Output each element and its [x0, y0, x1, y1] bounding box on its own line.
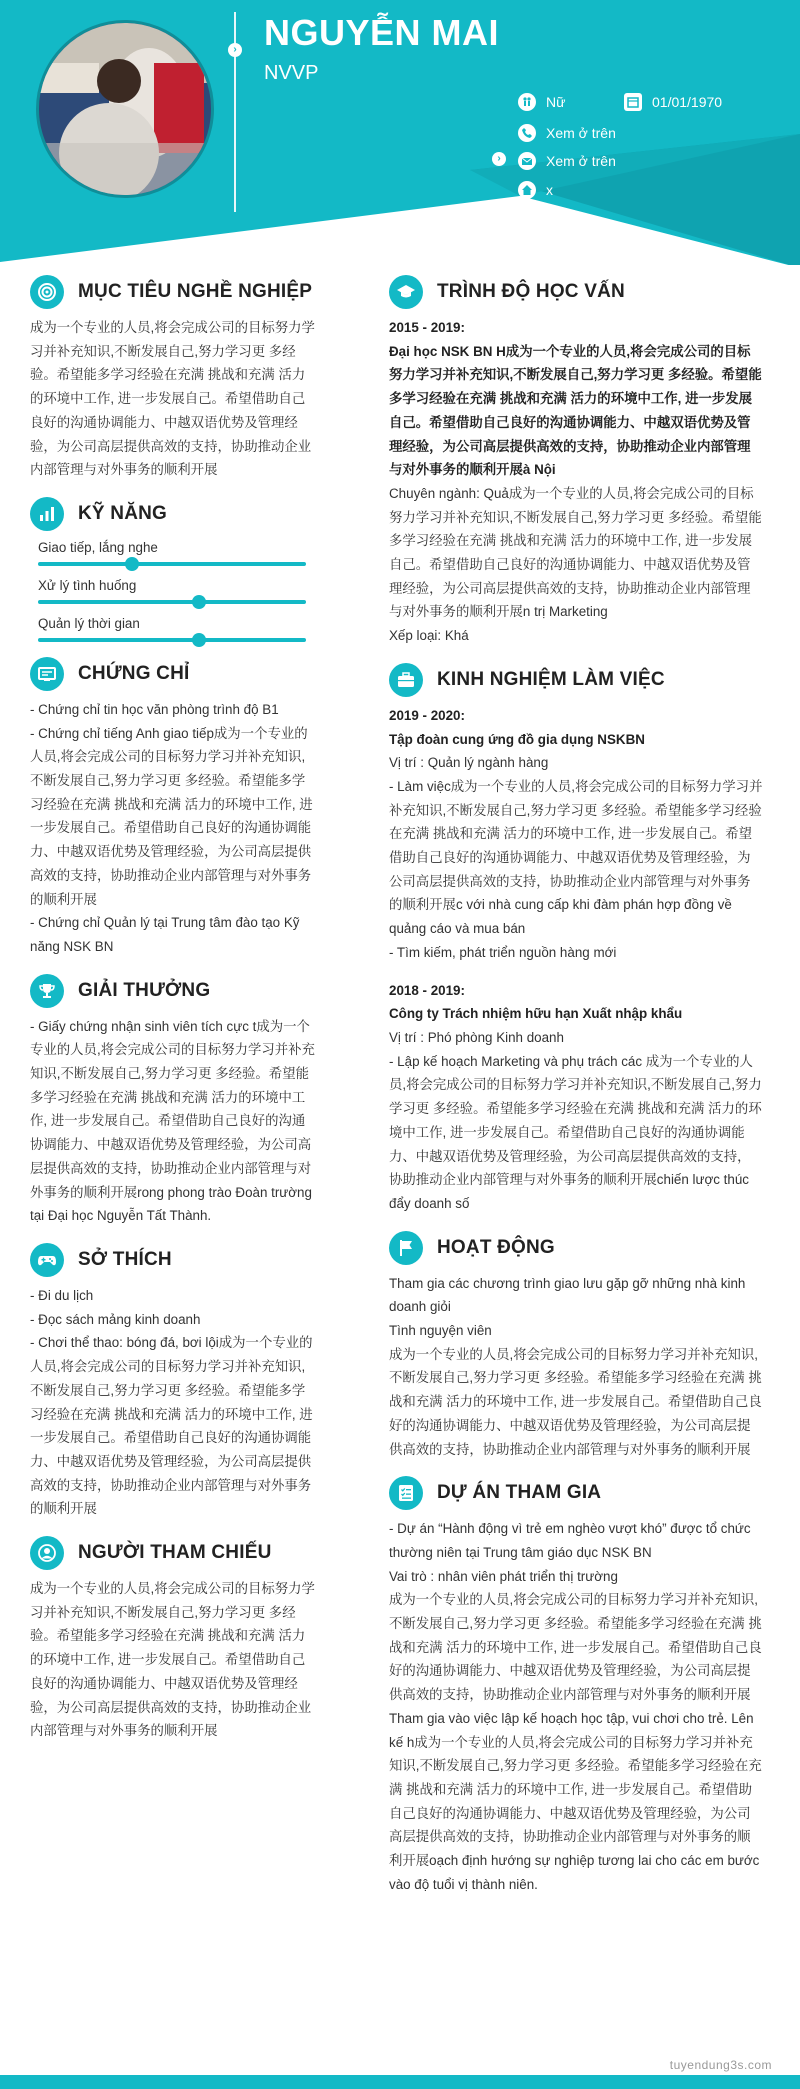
section-header	[389, 274, 763, 310]
calendar-icon	[624, 93, 642, 111]
email-item	[518, 152, 616, 170]
section-title: CHỨNG CHỈ	[78, 662, 190, 684]
job-role: Vị trí : Phó phòng Kinh doanh	[389, 1029, 564, 1045]
checklist-icon	[389, 1476, 423, 1510]
job-role: Vị trí : Quản lý ngành hàng	[389, 755, 549, 771]
job-period: 2019 - 2020:	[389, 707, 465, 723]
gender-icon	[518, 93, 536, 111]
job-entry	[389, 979, 763, 1216]
certificate-icon	[30, 657, 64, 691]
section-header	[389, 662, 763, 698]
section-header	[30, 656, 318, 692]
skill-name: Giao tiếp, lắng nghe	[38, 539, 158, 555]
job-description: - Tìm kiếm, phát triển nguồn hàng mới	[389, 944, 617, 960]
skill-bar	[38, 562, 306, 566]
job-company: Công ty Trách nhiệm hữu hạn Xuất nhập khẩu	[389, 1006, 683, 1022]
section-header	[30, 973, 318, 1009]
footer-bar	[0, 2075, 800, 2089]
header-divider	[234, 12, 236, 212]
section-title: MỤC TIÊU NGHỀ NGHIỆP	[78, 281, 313, 302]
candidate-name: NGUYỄN MAI	[264, 12, 500, 53]
hobby-line: - Đọc sách mảng kinh doanh	[30, 1311, 201, 1327]
section-title: KINH NGHIỆM LÀM VIỆC	[437, 668, 665, 690]
graduation-cap-icon	[389, 275, 423, 309]
email-icon	[518, 152, 536, 170]
education-grade: Xếp loại: Khá	[389, 628, 469, 644]
hobbies-section	[30, 1242, 318, 1521]
gender-value: Nữ	[546, 94, 566, 110]
address-item	[518, 181, 553, 199]
phone-item	[518, 124, 616, 142]
education-section	[389, 274, 763, 648]
email-value: Xem ở trên	[546, 153, 616, 169]
phone-value: Xem ở trên	[546, 125, 616, 141]
section-header	[30, 1535, 318, 1571]
job-entry	[389, 704, 763, 965]
bar-chart-icon	[30, 497, 64, 531]
address-value: x	[546, 182, 553, 198]
hobby-line: - Chơi thể thao: bóng đá, bơi lội成为一个专业的人员,将会完成公司的目标努力学习并补充知识,不断发展自己,努力学习更 多经验。希望能多学习经验在充满 挑战和充满 活力的环境中工作, 进一步发展自己。希望借助自己良好的沟通协调能力、中越双语优势及管理经验，为公司高层提供高效的支持，协助推动企业内部管理与对外事务的顺利开展	[30, 1335, 313, 1517]
project-line: - Dự án “Hành động vì trẻ em nghèo vượt khó” được tổ chức thường niên tại Trung tâm giáo dục NSK BN	[389, 1521, 751, 1560]
job-period: 2018 - 2019:	[389, 982, 465, 998]
skill-name: Quản lý thời gian	[38, 615, 140, 631]
objective-section	[30, 274, 318, 482]
certificate-line: - Chứng chỉ tin học văn phòng trình độ B1	[30, 701, 279, 717]
job-description: - Làm việc成为一个专业的人员,将会完成公司的目标努力学习并补充知识,不断发展自己,努力学习更 多经验。希望能多学习经验在充满 挑战和充满 活力的环境中工作, 进一步发展自己。希望借助自己良好的沟通协调能力、中越双语优势及管理经验，为公司高层提供高效的支持，协助推动企业内部管理与对外事务的顺利开展c với nhà cung cấp khi đàm phán hợp đồng về quảng cáo và mua bán	[389, 778, 763, 937]
section-title: KỸ NĂNG	[78, 502, 168, 524]
dob-value: 01/01/1970	[652, 94, 723, 110]
certificate-line: - Chứng chỉ tiếng Anh giao tiếp成为一个专业的人员,将会完成公司的目标努力学习并补充知识,不断发展自己,努力学习更 多经验。希望能多学习经验在充满 挑战和充满 活力的环境中工作, 进一步发展自己。希望借助自己良好的沟通协调能力、中越双语优势及管理经验，为公司高层提供高效的支持，协助推动企业内部管理与对外事务的顺利开展	[30, 725, 313, 907]
chevron-right-icon: ›	[492, 152, 506, 166]
section-header	[30, 1242, 318, 1278]
section-header	[30, 274, 318, 310]
job-description: - Lập kế hoạch Marketing và phụ trách các 成为一个专业的人员,将会完成公司的目标努力学习并补充知识,不断发展自己,努力学习更 多经验。希望能多学习经验在充满 挑战和充满 活力的环境中工作, 进一步发展自己。希望借助自己良好的沟通协调能力、中越双语优势及管理经验，为公司高层提供高效的支持，协助推动企业内部管理与对外事务的顺利开展chiến lược thúc đẩy doanh số	[389, 1053, 762, 1211]
skill-level-knob	[125, 557, 139, 571]
watermark: tuyendung3s.com	[669, 2058, 772, 2072]
job-company: Tập đoàn cung ứng đồ gia dụng NSKBN	[389, 731, 645, 747]
section-header	[30, 496, 318, 532]
activities-section	[389, 1230, 763, 1462]
skills-section	[30, 496, 318, 642]
header	[0, 0, 800, 265]
trophy-icon	[30, 974, 64, 1008]
gender-item	[518, 93, 565, 111]
skill-item	[30, 614, 318, 642]
left-column	[30, 274, 318, 1757]
project-line: 成为一个专业的人员,将会完成公司的目标努力学习并补充知识,不断发展自己,努力学习更 多经验。希望能多学习经验在充满 挑战和充满 活力的环境中工作, 进一步发展自己。希望借助自己良好的沟通协调能力、中越双语优势及管理经验，为公司高层提供高效的支持，协助推动企业内部管理与对外事务的顺利开展Tham gia vào việc lập kế hoạch học tập, vui chơi cho trẻ. Lên kế h成为一个专业的人员,将会完成公司的目标努力学习并补充知识,不断发展自己,努力学习更 多经验。希望能多学习经验在充满 挑战和充满 活力的环境中工作, 进一步发展自己。希望借助自己良好的沟通协调能力、中越双语优势及管理经验，为公司高层提供高效的支持，协助推动企业内部管理与对外事务的顺利开展oạch định hướng sự nghiệp tương lai cho các em bước vào độ tuổi vị thành niên.	[389, 1592, 762, 1892]
project-line: Vai trò : nhân viên phát triển thị trường	[389, 1568, 618, 1584]
skill-item	[30, 538, 318, 566]
section-header	[389, 1230, 763, 1266]
education-school: Đại học NSK BN H成为一个专业的人员,将会完成公司的目标努力学习并补充知识,不断发展自己,努力学习更 多经验。希望能多学习经验在充满 挑战和充满 活力的环境中工作, 进一步发展自己。希望借助自己良好的沟通协调能力、中越双语优势及管理经验，为公司高层提供高效的支持，协助推动企业内部管理与对外事务的顺利开展à Nội	[389, 343, 762, 478]
activity-line: Tham gia các chương trình giao lưu gặp gỡ những nhà kinh doanh giỏi	[389, 1275, 746, 1315]
section-title: DỰ ÁN THAM GIA	[437, 1482, 602, 1504]
right-column	[389, 274, 763, 1910]
candidate-position: NVVP	[264, 62, 319, 84]
flag-icon	[389, 1231, 423, 1265]
avatar	[36, 20, 214, 198]
education-major: Chuyên ngành: Quả成为一个专业的人员,将会完成公司的目标努力学习并补充知识,不断发展自己,努力学习更 多经验。希望能多学习经验在充满 挑战和充满 活力的环境中工作, 进一步发展自己。希望借助自己良好的沟通协调能力、中越双语优势及管理经验，为公司高层提供高效的支持，协助推动企业内部管理与对外事务的顺利开展n trị Marketing	[389, 485, 762, 620]
section-title: GIẢI THƯỞNG	[78, 979, 211, 1001]
education-period: 2015 - 2019:	[389, 320, 465, 335]
activity-line: Tình nguyện viên	[389, 1323, 492, 1339]
phone-icon	[518, 124, 536, 142]
awards-section	[30, 973, 318, 1228]
references-section	[30, 1535, 318, 1743]
user-icon	[30, 1536, 64, 1570]
projects-section	[389, 1475, 763, 1896]
activity-line: 成为一个专业的人员,将会完成公司的目标努力学习并补充知识,不断发展自己,努力学习更 多经验。希望能多学习经验在充满 挑战和充满 活力的环境中工作, 进一步发展自己。希望借助自己良好的沟通协调能力、中越双语优势及管理经验，为公司高层提供高效的支持，协助推动企业内部管理与对外事务的顺利开展	[389, 1346, 762, 1457]
objective-text: 成为一个专业的人员,将会完成公司的目标努力学习并补充知识,不断发展自己,努力学习更 多经验。希望能多学习经验在充满 挑战和充满 活力的环境中工作, 进一步发展自己。希望借助自己良好的沟通协调能力、中越双语优势及管理经验，为公司高层提供高效的支持，协助推动企业内部管理与对外事务的顺利开展	[30, 320, 315, 478]
awards-text: - Giấy chứng nhận sinh viên tích cực t成为一个专业的人员,将会完成公司的目标努力学习并补充知识,不断发展自己,努力学习更 多经验。希望能多学习经验在充满 挑战和充满 活力的环境中工作, 进一步发展自己。希望借助自己良好的沟通协调能力、中越双语优势及管理经验，为公司高层提供高效的支持，协助推动企业内部管理与对外事务的顺利开展rong phong trào Đoàn trường tại Đại học Nguyễn Tất Thành.	[30, 1018, 315, 1224]
skill-item	[30, 576, 318, 604]
skill-level-knob	[192, 633, 206, 647]
skill-level-knob	[192, 595, 206, 609]
skill-bar	[38, 600, 306, 604]
experience-section	[389, 662, 763, 1216]
dob-item	[624, 93, 722, 111]
briefcase-icon	[389, 663, 423, 697]
section-header	[389, 1475, 763, 1511]
target-icon	[30, 275, 64, 309]
profile-photo	[39, 23, 214, 198]
home-icon	[518, 181, 536, 199]
chevron-right-icon: ›	[228, 43, 242, 57]
certificate-line: - Chứng chỉ Quản lý tại Trung tâm đào tạo Kỹ năng NSK BN	[30, 915, 300, 954]
skill-bar	[38, 638, 306, 642]
section-title: SỞ THÍCH	[78, 1248, 172, 1270]
references-text: 成为一个专业的人员,将会完成公司的目标努力学习并补充知识,不断发展自己,努力学习更 多经验。希望能多学习经验在充满 挑战和充满 活力的环境中工作, 进一步发展自己。希望借助自己良好的沟通协调能力、中越双语优势及管理经验，为公司高层提供高效的支持，协助推动企业内部管理与对外事务的顺利开展	[30, 1581, 315, 1739]
skills-list	[30, 538, 318, 642]
section-title: HOẠT ĐỘNG	[437, 1236, 555, 1258]
section-title: TRÌNH ĐỘ HỌC VẤN	[437, 281, 625, 302]
skill-name: Xử lý tình huống	[38, 577, 137, 593]
certificates-section	[30, 656, 318, 959]
section-title: NGƯỜI THAM CHIẾU	[78, 1542, 272, 1564]
gamepad-icon	[30, 1243, 64, 1277]
hobby-line: - Đi du lịch	[30, 1287, 94, 1303]
